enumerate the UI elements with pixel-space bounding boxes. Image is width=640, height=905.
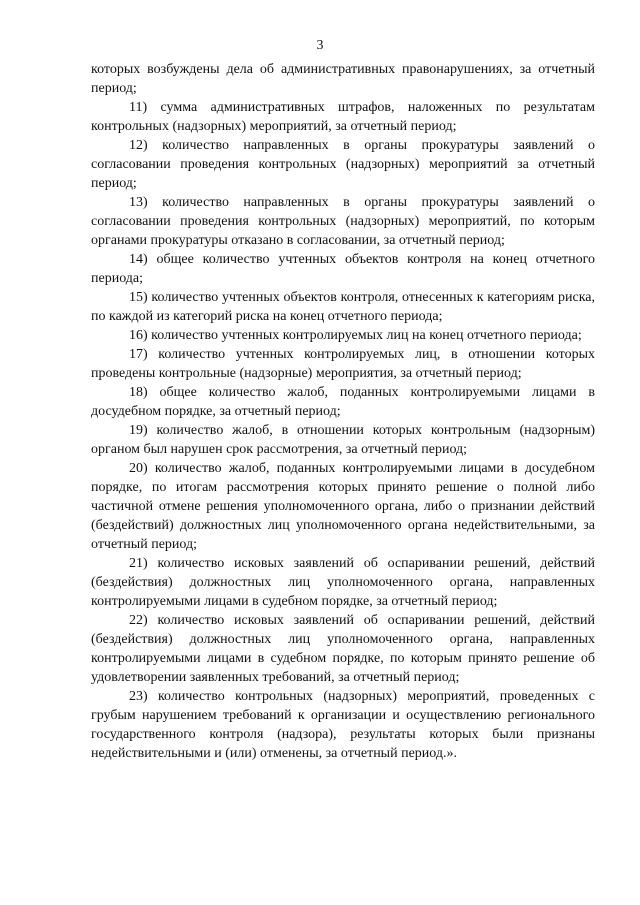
- paragraph-item-13: 13) количество направленных в органы прокуратуры заявлений о согласовании проведения контрольных (надзорных) мероприятий, по которым органами прокуратуры отказано в согласовании, за отчетный период;: [91, 195, 595, 248]
- paragraph-item-11: 11) сумма административных штрафов, наложенных по результатам контрольных (надзорных) мероприятий, за отчетный период;: [91, 100, 595, 134]
- paragraph-continuation: которых возбуждены дела об административных правонарушениях, за отчетный период;: [91, 62, 595, 96]
- paragraph-item-20: 20) количество жалоб, поданных контролируемыми лицами в досудебном порядке, по итогам рассмотрения которых принято решение о полной либо частичной отмене решения уполномоченного органа, либо о признании действий (бездействий) должностных лиц уполномоченного органа недействительными, за отчетный период;: [91, 461, 595, 552]
- document-body: [91, 60, 595, 763]
- paragraph-item-18: 18) общее количество жалоб, поданных контролируемыми лицами в досудебном порядке, за отчетный период;: [91, 385, 595, 419]
- paragraph-item-19: 19) количество жалоб, в отношении которых контрольным (надзорным) органом был нарушен срок рассмотрения, за отчетный период;: [91, 423, 595, 457]
- paragraph-item-16: 16) количество учтенных контролируемых лиц на конец отчетного периода;: [129, 328, 582, 343]
- paragraph-item-21: 21) количество исковых заявлений об оспаривании решений, действий (бездействия) должностных лиц уполномоченного органа, направленных контролируемыми лицами в судебном порядке, за отчетный период;: [91, 556, 595, 609]
- paragraph-item-14: 14) общее количество учтенных объектов контроля на конец отчетного периода;: [91, 252, 595, 286]
- paragraph-item-22: 22) количество исковых заявлений об оспаривании решений, действий (бездействия) должностных лиц уполномоченного органа, направленных контролируемыми лицами в судебном порядке, по которым принято решение об удовлетворении заявленных требований, за отчетный период;: [91, 613, 595, 685]
- paragraph-item-15: 15) количество учтенных объектов контроля, отнесенных к категориям риска, по каждой из категорий риска на конец отчетного периода;: [91, 290, 595, 324]
- paragraph-item-17: 17) количество учтенных контролируемых лиц, в отношении которых проведены контрольные (надзорные) мероприятия, за отчетный период;: [91, 347, 595, 381]
- paragraph-item-12: 12) количество направленных в органы прокуратуры заявлений о согласовании проведения контрольных (надзорных) мероприятий за отчетный период;: [91, 138, 595, 191]
- page-number: 3: [316, 38, 324, 53]
- paragraph-item-23: 23) количество контрольных (надзорных) мероприятий, проведенных с грубым нарушением требований к организации и осуществлению регионального государственного контроля (надзора), результаты которых были признаны недействительными и (или) отменены, за отчетный период.».: [91, 689, 595, 761]
